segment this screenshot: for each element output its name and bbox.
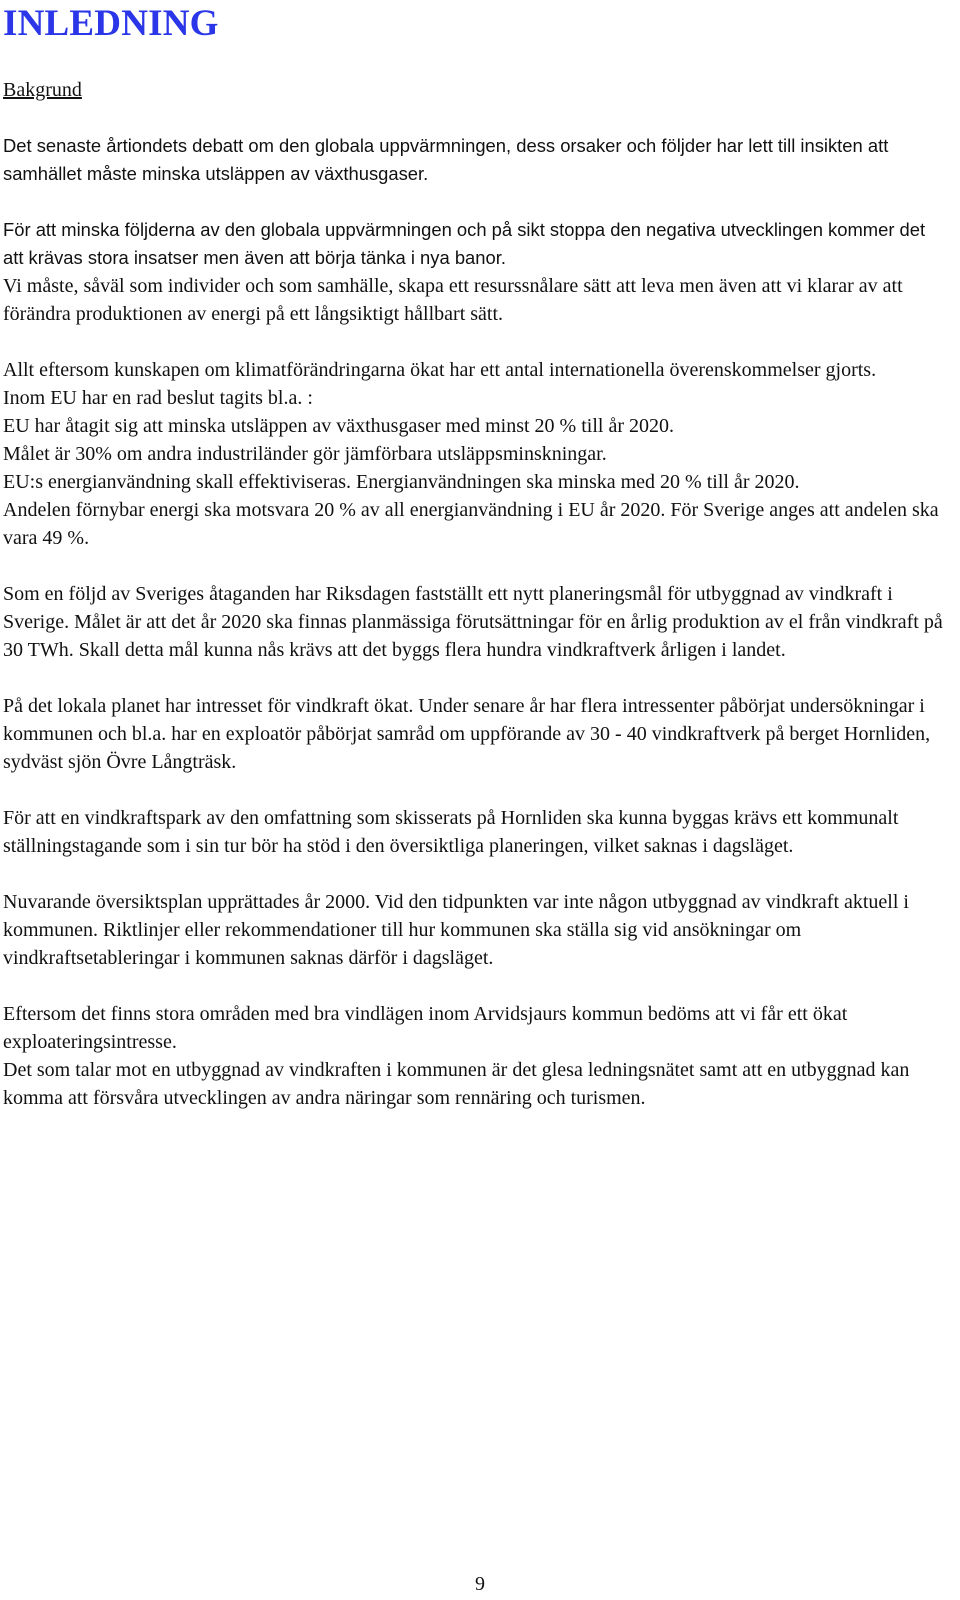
paragraph-6: För att en vindkraftspark av den omfattning som skisserats på Hornliden ska kunna byggas krävs ett kommunalt ställningstagande som i sin tur bör ha stöd i den översiktliga planeringen, vilket saknas i dagsläget. [3, 807, 899, 857]
paragraph-3c: EU har åtagit sig att minska utsläppen av växthusgaser med minst 20 % till år 2020. [3, 415, 674, 437]
page-number: 9 [475, 1573, 485, 1595]
spacer [3, 104, 948, 132]
paragraph-2a: För att minska följderna av den globala uppvärmningen och på sikt stoppa den negativa utvecklingen kommer det att krävas stora insatser men även att börja tänka i nya banor. [3, 219, 926, 268]
paragraph-3a: Allt eftersom kunskapen om klimatförändringarna ökat har ett antal internationella överenskommelser gjorts. [3, 359, 877, 381]
spacer [3, 328, 948, 356]
spacer [3, 776, 948, 804]
spacer [3, 188, 948, 216]
paragraph-8a: Eftersom det finns stora områden med bra vindlägen inom Arvidsjaurs kommun bedöms att vi får ett ökat exploateringsintresse. [3, 1003, 848, 1053]
paragraph-3b: Inom EU har en rad beslut tagits bl.a. : [3, 387, 313, 409]
spacer [3, 972, 948, 1000]
paragraph-3e: EU:s energianvändning skall effektiviseras. Energianvändningen ska minska med 20 % till år 2020. [3, 471, 800, 493]
section-subheading: Bakgrund [3, 79, 82, 101]
paragraph-2b: Vi måste, såväl som individer och som samhälle, skapa ett resurssnålare sätt att leva men även att vi klarar av att förändra produktionen av energi på ett långsiktigt hållbart sätt. [3, 275, 903, 325]
document-page [3, 0, 948, 1112]
paragraph-5: På det lokala planet har intresset för vindkraft ökat. Under senare år har flera intressenter påbörjat undersökningar i kommunen och bl.a. har en exploatör påbörjat samråd om uppförande av 30 - 40 vindkraftverk på berget Hornliden, sydväst sjön Övre Långträsk. [3, 695, 931, 773]
page-heading: INLEDNING [3, 3, 219, 44]
spacer [3, 860, 948, 888]
paragraph-1: Det senaste årtiondets debatt om den globala uppvärmningen, dess orsaker och följder har lett till insikten att samhället måste minska utsläppen av växthusgaser. [3, 135, 889, 184]
paragraph-4: Som en följd av Sveriges åtaganden har Riksdagen fastställt ett nytt planeringsmål för utbyggnad av vindkraft i Sverige. Målet är att det år 2020 ska finnas planmässiga förutsättningar för en årlig produktion av el från vindkraft på 30 TWh. Skall detta mål kunna nås krävs att det byggs flera hundra vindkraftverk årligen i landet. [3, 583, 943, 661]
spacer [3, 552, 948, 580]
paragraph-3f: Andelen förnybar energi ska motsvara 20 % av all energianvändning i EU år 2020. För Sverige anges att andelen ska vara 49 %. [3, 499, 939, 549]
paragraph-8b: Det som talar mot en utbyggnad av vindkraften i kommunen är det glesa ledningsnätet samt att en utbyggnad kan komma att försvåra utvecklingen av andra näringar som rennäring och turismen. [3, 1059, 910, 1109]
paragraph-3d: Målet är 30% om andra industriländer gör jämförbara utsläppsminskningar. [3, 443, 607, 465]
spacer [3, 664, 948, 692]
paragraph-7: Nuvarande översiktsplan upprättades år 2000. Vid den tidpunkten var inte någon utbyggnad av vindkraft aktuell i kommunen. Riktlinjer eller rekommendationer till hur kommunen ska ställa sig vid ansökningar om vindkraftsetableringar i kommunen saknas därför i dagsläget. [3, 891, 909, 969]
